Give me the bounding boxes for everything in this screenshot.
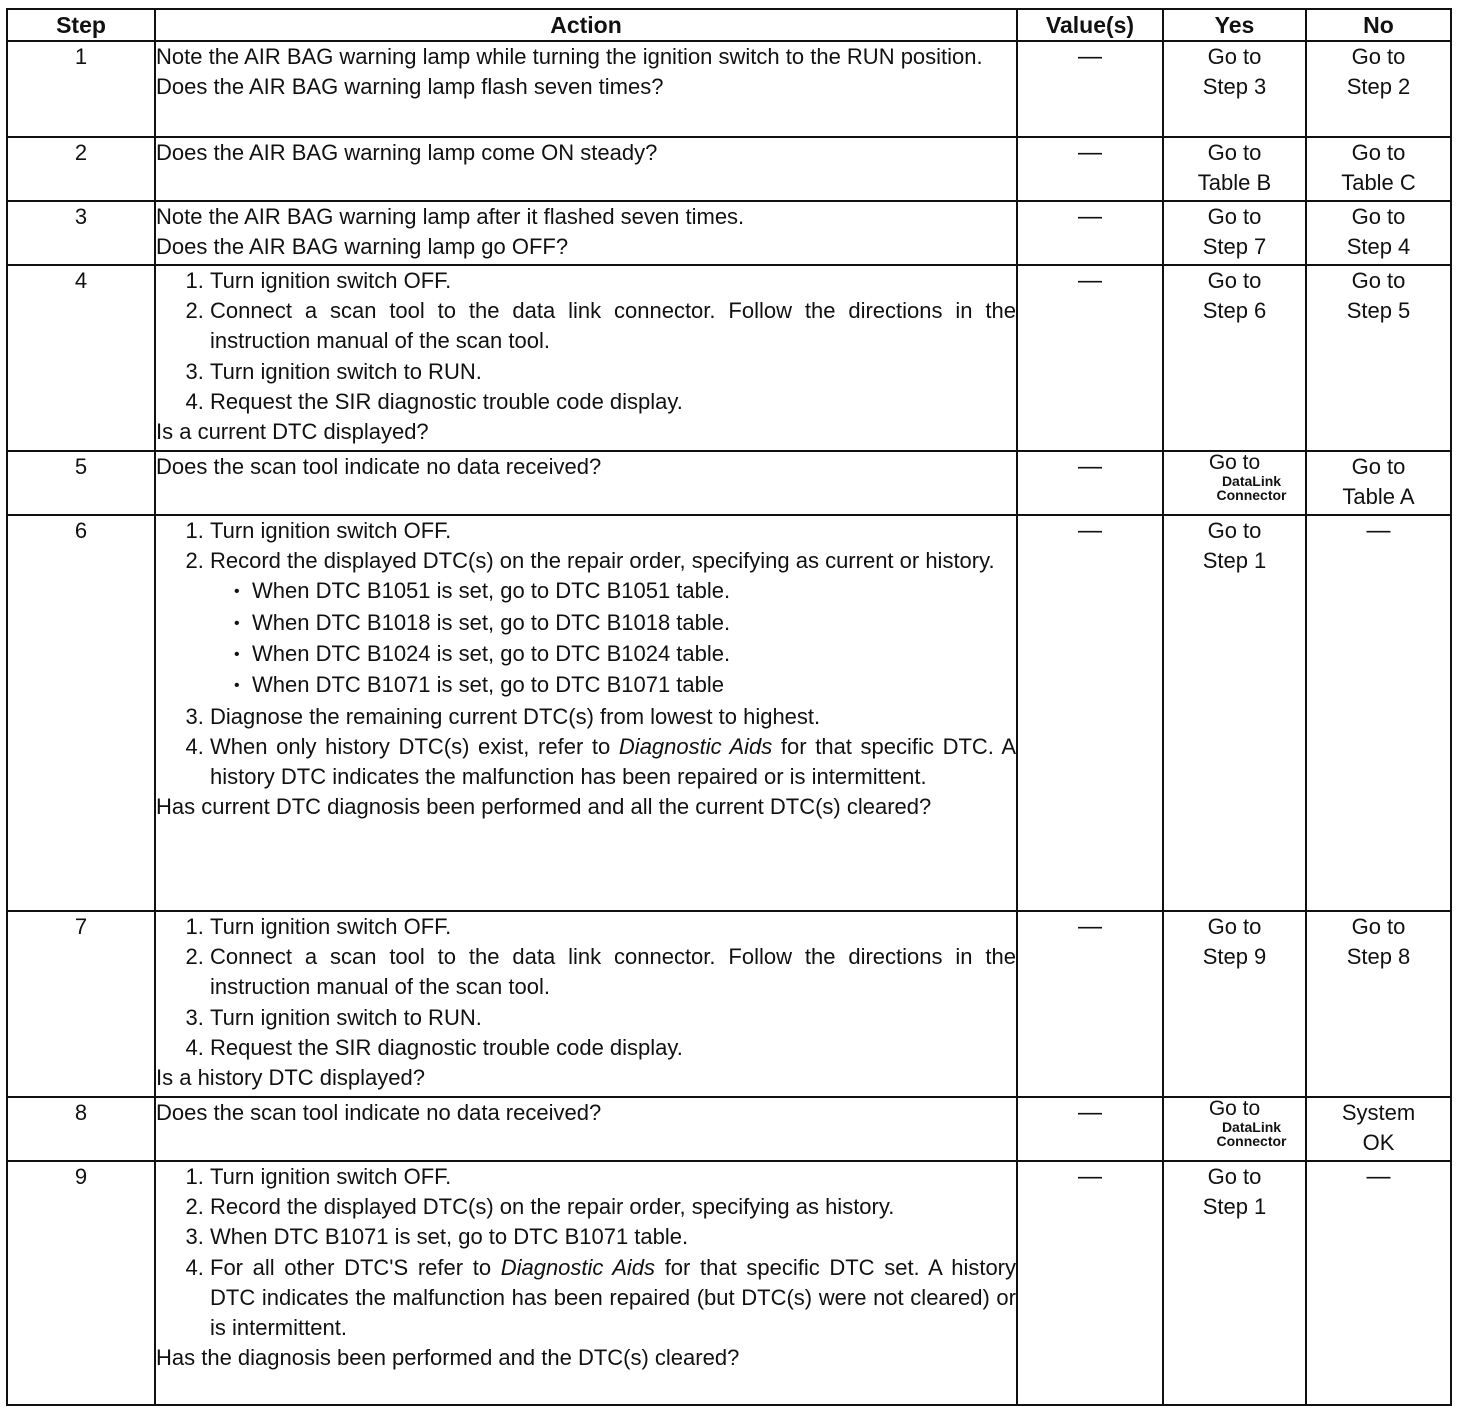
table-row xyxy=(7,41,1451,137)
yes-goto: Go to xyxy=(1208,451,1261,474)
list-item: 1. Turn ignition switch OFF. xyxy=(210,516,1016,546)
no-target: Table C xyxy=(1341,170,1416,195)
step-number: 2 xyxy=(7,137,155,201)
list-item: 1. Turn ignition switch OFF. xyxy=(210,266,1016,296)
list-item: 1. Turn ignition switch OFF. xyxy=(210,1162,1016,1192)
action-cell xyxy=(155,201,1017,265)
no-value: — xyxy=(1366,517,1391,544)
yes-goto: Go to xyxy=(1207,204,1262,229)
no-target: Step 2 xyxy=(1346,74,1411,99)
list-item-text: for that specific DTC set. A history DTC indicates the malfunction has been repaired (but DTC(s) were not cleared) or is intermittent. xyxy=(210,1254,1017,1341)
value-cell: — xyxy=(1017,1097,1163,1161)
bullet-list xyxy=(210,576,1016,701)
list-item: 2. Connect a scan tool to the data link connector. Follow the directions in the instruction manual of the scan tool. xyxy=(210,296,1016,356)
list-item: 4. Request the SIR diagnostic trouble code display. xyxy=(210,1033,1016,1063)
action-question: Has current DTC diagnosis been performed and all the current DTC(s) cleared? xyxy=(156,794,932,820)
value-cell: — xyxy=(1017,515,1163,911)
yes-goto: Go to xyxy=(1207,268,1262,293)
diagnostic-aids-reference: Diagnostic Aids xyxy=(500,1254,656,1280)
no-cell xyxy=(1306,1161,1451,1405)
yes-cell xyxy=(1163,451,1306,515)
no-cell xyxy=(1306,201,1451,265)
list-item xyxy=(210,546,1016,701)
value-cell: — xyxy=(1017,1161,1163,1405)
action-question: Does the AIR BAG warning lamp go OFF? xyxy=(156,234,569,260)
value-cell: — xyxy=(1017,41,1163,137)
yes-cell xyxy=(1163,911,1306,1097)
table-row xyxy=(7,1161,1451,1405)
diagnostic-table-sheet xyxy=(6,8,1452,1406)
yes-goto: Go to xyxy=(1208,1097,1261,1120)
yes-goto: Go to xyxy=(1207,518,1262,543)
step-number: 9 xyxy=(7,1161,155,1405)
step-number: 8 xyxy=(7,1097,155,1161)
yes-target: Step 1 xyxy=(1202,548,1267,573)
no-target: Step 8 xyxy=(1346,944,1411,969)
action-question: Has the diagnosis been performed and the DTC(s) cleared? xyxy=(156,1345,740,1371)
header-row xyxy=(7,9,1451,41)
action-cell xyxy=(155,137,1017,201)
no-cell xyxy=(1306,1097,1451,1161)
no-goto: Go to xyxy=(1351,454,1406,479)
yes-target-line2: Connector xyxy=(1216,487,1287,503)
bullet-item: • When DTC B1051 is set, go to DTC B1051 table. xyxy=(252,576,1016,607)
yes-target: Step 3 xyxy=(1202,74,1267,99)
value-cell: — xyxy=(1017,201,1163,265)
list-item-text: for that specific DTC. A history DTC indicates the malfunction has been repaired or is intermittent. xyxy=(210,733,1016,789)
header-no: No xyxy=(1306,9,1451,41)
table-row xyxy=(7,201,1451,265)
action-text: Note the AIR BAG warning lamp while turning the ignition switch to the RUN position. xyxy=(156,44,983,69)
no-goto: Go to xyxy=(1351,268,1406,293)
procedure-list xyxy=(156,912,1016,1063)
step-number: 7 xyxy=(7,911,155,1097)
yes-target-line1: DataLink xyxy=(1221,1119,1282,1135)
header-yes: Yes xyxy=(1163,9,1306,41)
diagnostic-aids-reference: Diagnostic Aids xyxy=(618,733,773,759)
step-number: 4 xyxy=(7,265,155,451)
procedure-list xyxy=(156,1162,1016,1343)
list-item xyxy=(210,732,1016,792)
action-cell xyxy=(155,265,1017,451)
value-cell: — xyxy=(1017,137,1163,201)
list-item: 1. Turn ignition switch OFF. xyxy=(210,912,1016,942)
action-cell xyxy=(155,911,1017,1097)
value-cell: — xyxy=(1017,451,1163,515)
list-item: 3. Turn ignition switch to RUN. xyxy=(210,357,1016,387)
table-row xyxy=(7,451,1451,515)
no-cell xyxy=(1306,515,1451,911)
value-cell: — xyxy=(1017,265,1163,451)
yes-cell xyxy=(1163,515,1306,911)
yes-cell xyxy=(1163,137,1306,201)
diagnostic-table xyxy=(6,8,1452,1406)
list-item-text: For all other DTC'S refer to xyxy=(210,1254,501,1280)
table-row xyxy=(7,515,1451,911)
action-cell xyxy=(155,451,1017,515)
action-question: Does the scan tool indicate no data received? xyxy=(156,454,602,479)
table-row xyxy=(7,911,1451,1097)
action-cell xyxy=(155,515,1017,911)
list-item-text: Record the displayed DTC(s) on the repair order, specifying as current or history. xyxy=(210,548,995,574)
no-goto: Go to xyxy=(1351,914,1406,939)
yes-target: Step 1 xyxy=(1202,1194,1267,1219)
action-question: Does the AIR BAG warning lamp come ON steady? xyxy=(156,140,658,165)
yes-cell xyxy=(1163,201,1306,265)
action-cell xyxy=(155,1097,1017,1161)
no-goto: Go to xyxy=(1351,140,1406,165)
list-item: 4. Request the SIR diagnostic trouble code display. xyxy=(210,387,1016,417)
list-item: 3. When DTC B1071 is set, go to DTC B1071 table. xyxy=(210,1222,1016,1252)
bullet-item: • When DTC B1018 is set, go to DTC B1018 table. xyxy=(252,608,1016,639)
yes-target: Step 9 xyxy=(1202,944,1267,969)
yes-target: Step 6 xyxy=(1202,298,1267,323)
no-target: Table A xyxy=(1342,484,1415,509)
header-action: Action xyxy=(155,9,1017,41)
no-cell xyxy=(1306,41,1451,137)
step-number: 6 xyxy=(7,515,155,911)
no-goto: Go to xyxy=(1351,204,1406,229)
yes-cell xyxy=(1163,1161,1306,1405)
no-cell xyxy=(1306,911,1451,1097)
action-question: Is a current DTC displayed? xyxy=(156,419,429,445)
list-item: 3. Diagnose the remaining current DTC(s) from lowest to highest. xyxy=(210,702,1016,732)
yes-cell xyxy=(1163,41,1306,137)
header-step: Step xyxy=(7,9,155,41)
action-question: Is a history DTC displayed? xyxy=(156,1065,425,1091)
header-values: Value(s) xyxy=(1017,9,1163,41)
no-cell xyxy=(1306,451,1451,515)
action-question: Does the scan tool indicate no data received? xyxy=(156,1100,602,1125)
step-number: 3 xyxy=(7,201,155,265)
no-goto: Go to xyxy=(1351,44,1406,69)
yes-target: Table B xyxy=(1197,170,1272,195)
yes-goto: Go to xyxy=(1207,914,1262,939)
procedure-list xyxy=(156,516,1016,792)
procedure-list xyxy=(156,266,1016,417)
yes-target-line2: Connector xyxy=(1216,1133,1287,1149)
step-number: 1 xyxy=(7,41,155,137)
bullet-item: • When DTC B1071 is set, go to DTC B1071 table xyxy=(252,670,1016,701)
list-item: 3. Turn ignition switch to RUN. xyxy=(210,1003,1016,1033)
action-cell xyxy=(155,1161,1017,1405)
action-text: Note the AIR BAG warning lamp after it flashed seven times. xyxy=(156,204,745,229)
action-cell xyxy=(155,41,1017,137)
no-cell xyxy=(1306,137,1451,201)
list-item: 2. Connect a scan tool to the data link connector. Follow the directions in the instruction manual of the scan tool. xyxy=(210,942,1016,1002)
list-item: 2. Record the displayed DTC(s) on the repair order, specifying as history. xyxy=(210,1192,1016,1222)
list-item-text: When only history DTC(s) exist, refer to xyxy=(210,733,619,759)
no-value: — xyxy=(1366,1163,1391,1190)
yes-goto: Go to xyxy=(1207,44,1262,69)
bullet-item: • When DTC B1024 is set, go to DTC B1024 table. xyxy=(252,639,1016,670)
yes-goto: Go to xyxy=(1207,140,1262,165)
list-item xyxy=(210,1253,1016,1344)
yes-goto: Go to xyxy=(1207,1164,1262,1189)
yes-cell xyxy=(1163,265,1306,451)
yes-target: Step 7 xyxy=(1202,234,1267,259)
yes-target-line1: DataLink xyxy=(1221,473,1282,489)
value-cell: — xyxy=(1017,911,1163,1097)
yes-cell xyxy=(1163,1097,1306,1161)
table-row xyxy=(7,1097,1451,1161)
no-target: Step 4 xyxy=(1346,234,1411,259)
table-row xyxy=(7,137,1451,201)
no-cell xyxy=(1306,265,1451,451)
no-result-status: OK xyxy=(1362,1130,1395,1155)
table-row xyxy=(7,265,1451,451)
no-target: Step 5 xyxy=(1346,298,1411,323)
step-number: 5 xyxy=(7,451,155,515)
no-result: System xyxy=(1341,1100,1416,1125)
action-question: Does the AIR BAG warning lamp flash seven times? xyxy=(156,74,664,100)
